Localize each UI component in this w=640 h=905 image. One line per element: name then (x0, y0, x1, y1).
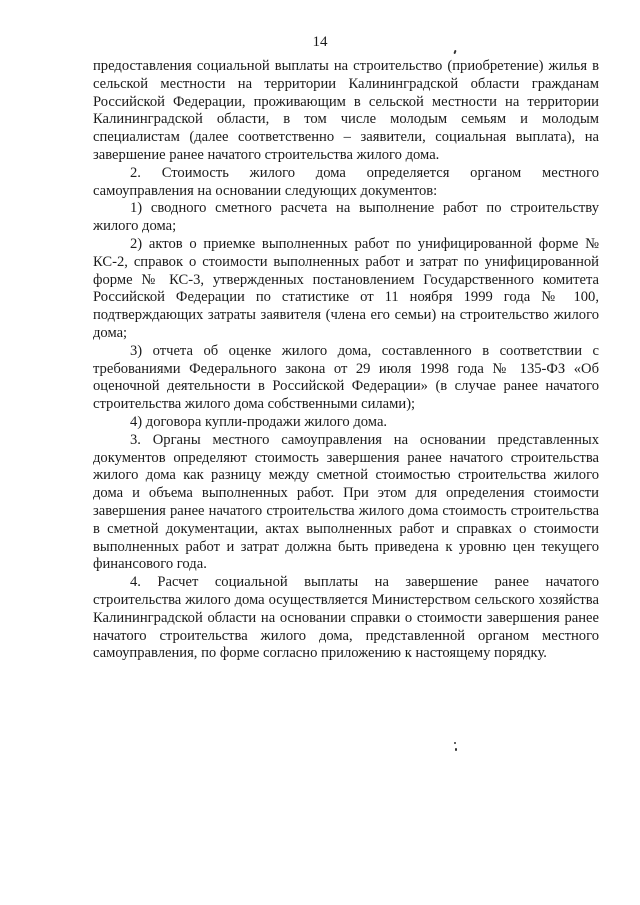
scan-speck-top (453, 50, 456, 54)
document-body (93, 58, 599, 663)
paragraph-item-3: 3. Органы местного самоуправления на основании представленных документов определяют стоимость завершения ранее начатого строительства жилого дома как разницу между сметной стоимостью строительства жилого дома и объема выполненных работ. При этом для определения стоимости завершения ранее начатого строительства жилого дома стоимость строительства в сметной документации, актах выполненных работ и справках о стоимости выполненных работ и затрат должна быть приведена к уровню цен текущего финансового года. (93, 431, 599, 573)
paragraph-subitem-3: 3) отчета об оценке жилого дома, составленного в соответствии с требованиями Федерального закона от 29 июля 1998 года № 135-ФЗ «Об оценочной деятельности в Российской Федерации» (в случае ранее начатого строительства жилого дома собственными силами); (93, 342, 599, 413)
scan-speck-bottom (454, 742, 456, 744)
paragraph-continuation: предоставления социальной выплаты на строительство (приобретение) жилья в сельской местности на территории Калининградской области гражданам Российской Федерации, проживающим в сельской местности на территории Калининградской области, в том числе молодым семьям и молодым специалистам (далее соответственно – заявители, социальная выплата), на завершение ранее начатого строительства жилого дома. (93, 58, 599, 163)
paragraph-item-4: 4. Расчет социальной выплаты на завершение ранее начатого строительства жилого дома осуществляется Министерством сельского хозяйства Калининградской области на основании справки о стоимости завершения ранее начатого строительства жилого дома, представленной органом местного самоуправления, по форме согласно приложению к настоящему порядку. (93, 574, 599, 662)
paragraph-subitem-2: 2) актов о приемке выполненных работ по унифицированной форме № КС-2, справок о стоимости выполненных работ и затрат по унифицированной форме № КС-3, утвержденных постановлением Государственного комитета Российской Федерации по статистике от 11 ноября 1999 года № 100, подтверждающих затраты заявителя (члена его семьи) на строительство жилого дома; (93, 235, 599, 341)
paragraph-subitem-1: 1) сводного сметного расчета на выполнение работ по строительству жилого дома; (93, 200, 599, 235)
paragraph-subitem-4: 4) договора купли-продажи жилого дома. (130, 413, 388, 430)
scan-speck-bottom-2 (455, 748, 457, 751)
paragraph-item-2: 2. Стоимость жилого дома определяется органом местного самоуправления на основании следующих документов: (93, 164, 599, 199)
page-number: 14 (312, 34, 328, 50)
